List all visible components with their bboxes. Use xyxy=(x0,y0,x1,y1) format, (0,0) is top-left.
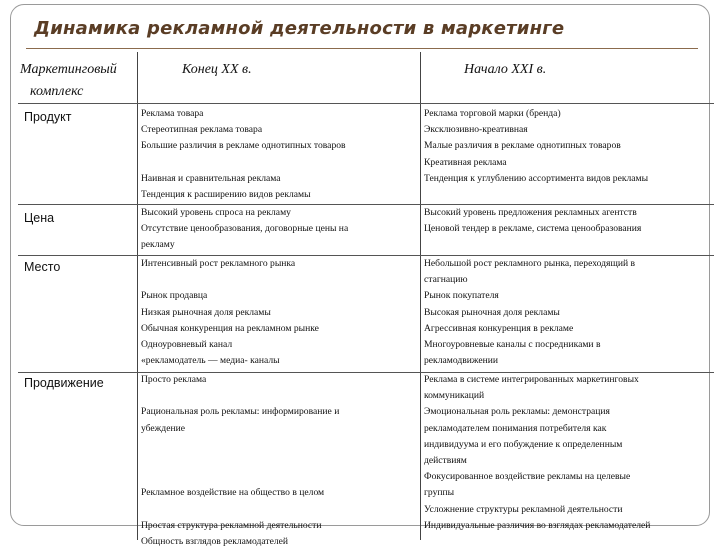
list-item: Общность взглядов рекламодателей xyxy=(141,536,289,548)
list-item: рекламодвижении xyxy=(424,355,499,367)
list-item: Рациональная роль рекламы: информирование и xyxy=(141,406,340,418)
list-item: действиям xyxy=(424,455,467,467)
list-item: Реклама в системе интегрированных маркетинговых xyxy=(424,374,639,385)
promotion-start21-cell xyxy=(424,372,650,534)
promotion-end20-cell xyxy=(141,372,339,550)
product-start21-cell xyxy=(424,106,648,187)
list-item: рекламу xyxy=(141,239,175,251)
list-item: Рынок продавца xyxy=(141,290,208,302)
list-item: убеждение xyxy=(141,422,185,434)
list-item: Индивидуальные различия во взглядах рекламодателей xyxy=(424,519,651,531)
list-item: Просто реклама xyxy=(141,374,207,385)
list-item: Тенденция к расширению видов рекламы xyxy=(141,189,311,201)
list-item xyxy=(141,388,339,404)
list-item: Малые различия в рекламе однотипных товаров xyxy=(424,140,621,152)
slide-title: Динамика рекламной деятельности в маркетинге xyxy=(34,18,565,39)
category-promotion: Продвижение xyxy=(24,376,104,390)
title-underline xyxy=(26,48,698,49)
list-item: Реклама товара xyxy=(141,108,204,119)
list-item: Рекламное воздействие на общество в целом xyxy=(141,487,325,499)
list-item: Одноуровневый канал xyxy=(141,339,233,351)
header-start-21st-century: Начало XXI в. xyxy=(464,62,547,77)
header-row-divider xyxy=(18,103,714,104)
list-item: Тенденция к углублению ассортимента видов рекламы xyxy=(424,172,649,184)
list-item: Отсутствие ценообразования, договорные цены на xyxy=(141,223,349,235)
list-item: Фокусированное воздействие рекламы на целевые xyxy=(424,471,631,483)
list-item xyxy=(141,155,346,171)
column-divider-2 xyxy=(420,52,421,540)
list-item: стагнацию xyxy=(424,274,468,286)
list-item: индивидуума и его побуждение к определенным xyxy=(424,438,623,450)
list-item: Низкая рыночная доля рекламы xyxy=(141,306,271,318)
header-end-20th-century: Конец XX в. xyxy=(182,62,252,77)
list-item: Рынок покупателя xyxy=(424,290,499,302)
list-item: коммуникаций xyxy=(424,390,485,402)
list-item: Простая структура рекламной деятельности xyxy=(141,519,322,531)
list-item: Высокая рыночная доля рекламы xyxy=(424,306,560,318)
list-item xyxy=(141,469,339,485)
list-item: Эмоциональная роль рекламы: демонстрация xyxy=(424,406,610,418)
header-marketing-mix-line1: Маркетинговый xyxy=(20,62,117,77)
list-item: Высокий уровень предложения рекламных агентств xyxy=(424,207,637,218)
category-place: Место xyxy=(24,260,61,274)
list-item: Интенсивный рост рекламного рынка xyxy=(141,258,296,269)
list-item: Многоуровневые каналы с посредниками в xyxy=(424,339,601,351)
price-start21-cell xyxy=(424,205,641,237)
price-end20-cell xyxy=(141,205,348,254)
list-item: Реклама торговой марки (бренда) xyxy=(424,108,561,119)
list-item: группы xyxy=(424,487,455,499)
list-item: Ценовой тендер в рекламе, система ценообразования xyxy=(424,223,642,235)
list-item: Агрессивная конкуренция в рекламе xyxy=(424,322,574,334)
list-item: Креативная реклама xyxy=(424,156,507,168)
list-item: Обычная конкуренция на рекламном рынке xyxy=(141,322,319,334)
list-item: Усложнение структуры рекламной деятельности xyxy=(424,503,623,515)
list-item xyxy=(141,437,339,453)
list-item: Наивная и сравнительная реклама xyxy=(141,172,281,184)
product-end20-cell xyxy=(141,106,346,203)
list-item xyxy=(141,272,319,288)
header-marketing-mix-line2: комплекс xyxy=(30,84,84,99)
list-item xyxy=(141,453,339,469)
list-item: «рекламодатель — медиа- каналы xyxy=(141,355,280,367)
list-item: Большие различия в рекламе однотипных товаров xyxy=(141,140,346,152)
list-item: Высокий уровень спроса на рекламу xyxy=(141,207,291,218)
category-price: Цена xyxy=(24,211,55,225)
place-end20-cell xyxy=(141,256,319,369)
category-product: Продукт xyxy=(24,110,72,124)
list-item xyxy=(141,502,339,518)
column-divider-1 xyxy=(137,52,138,540)
list-item: Стереотипная реклама товара xyxy=(141,124,263,136)
list-item: Эксклюзивно-креативная xyxy=(424,124,528,136)
list-item: Небольшой рост рекламного рынка, переходящий в xyxy=(424,258,636,269)
place-start21-cell xyxy=(424,256,635,369)
list-item: рекламодателем понимания потребителя как xyxy=(424,422,607,434)
